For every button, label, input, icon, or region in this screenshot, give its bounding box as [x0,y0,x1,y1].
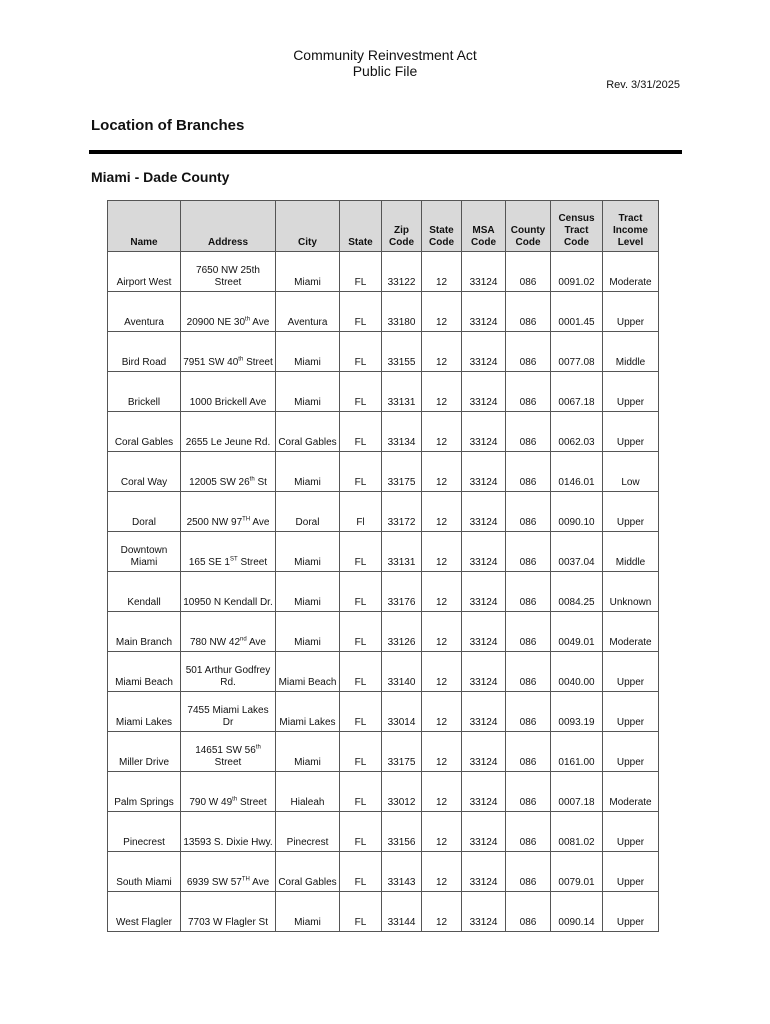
zip-code-cell: 33144 [382,892,422,932]
address-cell [181,292,276,332]
ordinal-suffix: TH [241,876,250,883]
address-text: 2500 NW 97 [186,517,243,528]
branch-name-cell: Miller Drive [108,732,181,772]
column-header: Tract Income Level [603,201,659,252]
city-cell: Miami [276,252,340,292]
zip-code-cell: 33143 [382,852,422,892]
state-code-cell: 12 [422,532,462,572]
table-header-row [108,201,659,252]
ordinal-suffix: th [238,356,244,363]
city-cell: Miami Lakes [276,692,340,732]
city-cell: Miami [276,372,340,412]
state-code-cell: 12 [422,572,462,612]
msa-code-cell: 33124 [462,652,506,692]
branch-name-cell: Palm Springs [108,772,181,812]
income-level-cell: Moderate [603,612,659,652]
title-line-2: Public File [352,63,418,79]
zip-code-cell: 33140 [382,652,422,692]
county-code-cell: 086 [506,652,551,692]
income-level-cell: Upper [603,692,659,732]
zip-code-cell: 33134 [382,412,422,452]
branch-name-cell: Coral Gables [108,412,181,452]
column-header: Zip Code [382,201,422,252]
census-tract-cell: 0091.02 [551,252,603,292]
census-tract-cell: 0079.01 [551,852,603,892]
zip-code-cell: 33131 [382,372,422,412]
zip-code-cell: 33122 [382,252,422,292]
address-cell: 13593 S. Dixie Hwy. [181,812,276,852]
income-level-cell: Moderate [603,772,659,812]
state-code-cell: 12 [422,892,462,932]
census-tract-cell: 0040.00 [551,652,603,692]
state-code-cell: 12 [422,692,462,732]
income-level-cell: Upper [603,732,659,772]
address-text: Street [243,357,273,368]
address-cell [181,332,276,372]
county-code-cell: 086 [506,852,551,892]
county-code-cell: 086 [506,812,551,852]
address-cell: 501 Arthur Godfrey Rd. [181,652,276,692]
state-code-cell: 12 [422,732,462,772]
census-tract-cell: 0049.01 [551,612,603,652]
address-text: 780 NW 42 [190,637,241,648]
ordinal-suffix: th [232,796,238,803]
address-cell [181,612,276,652]
county-code-cell: 086 [506,772,551,812]
zip-code-cell: 33155 [382,332,422,372]
msa-code-cell: 33124 [462,332,506,372]
income-level-cell: Moderate [603,252,659,292]
state-cell: FL [340,292,382,332]
branch-name-cell: Aventura [108,292,181,332]
city-cell: Miami [276,532,340,572]
city-cell: Miami [276,452,340,492]
state-cell: Fl [340,492,382,532]
income-level-cell: Upper [603,652,659,692]
state-code-cell: 12 [422,452,462,492]
census-tract-cell: 0161.00 [551,732,603,772]
address-text: 165 SE 1 [188,557,230,568]
state-code-cell: 12 [422,372,462,412]
table-row [108,692,659,732]
city-cell: Miami [276,332,340,372]
ordinal-suffix: nd [240,636,247,643]
address-text: Street [237,797,267,808]
city-cell: Aventura [276,292,340,332]
address-text: Street [214,757,242,768]
state-cell: FL [340,652,382,692]
msa-code-cell: 33124 [462,852,506,892]
address-cell [181,492,276,532]
msa-code-cell: 33124 [462,772,506,812]
city-cell: Coral Gables [276,412,340,452]
revision-date: Rev. 3/31/2025 [606,79,680,91]
state-cell: FL [340,412,382,452]
address-cell: 7650 NW 25th Street [181,252,276,292]
income-level-cell: Upper [603,852,659,892]
state-code-cell: 12 [422,252,462,292]
state-code-cell: 12 [422,492,462,532]
msa-code-cell: 33124 [462,892,506,932]
address-text: 12005 SW 26 [189,477,250,488]
branch-name-cell: Doral [108,492,181,532]
msa-code-cell: 33124 [462,692,506,732]
city-cell: Miami [276,732,340,772]
zip-code-cell: 33014 [382,692,422,732]
state-code-cell: 12 [422,332,462,372]
state-code-cell: 12 [422,292,462,332]
address-cell [181,732,276,772]
state-code-cell: 12 [422,852,462,892]
state-cell: FL [340,612,382,652]
branch-name-cell: Airport West [108,252,181,292]
address-text: St [254,477,267,488]
address-cell [181,772,276,812]
income-level-cell: Upper [603,412,659,452]
table-row [108,652,659,692]
msa-code-cell: 33124 [462,372,506,412]
msa-code-cell: 33124 [462,412,506,452]
address-cell [181,452,276,492]
zip-code-cell: 33172 [382,492,422,532]
address-text: Ave [249,877,270,888]
state-cell: FL [340,532,382,572]
city-cell: Miami [276,572,340,612]
table-row [108,612,659,652]
state-code-cell: 12 [422,652,462,692]
census-tract-cell: 0093.19 [551,692,603,732]
state-code-cell: 12 [422,772,462,812]
column-header: State Code [422,201,462,252]
zip-code-cell: 33156 [382,812,422,852]
msa-code-cell: 33124 [462,452,506,492]
state-cell: FL [340,772,382,812]
state-cell: FL [340,732,382,772]
table-row [108,412,659,452]
address-text: 14651 SW 56 [195,745,256,756]
income-level-cell: Unknown [603,572,659,612]
address-text: 6939 SW 57 [186,877,242,888]
column-header: City [276,201,340,252]
address-cell: 2655 Le Jeune Rd. [181,412,276,452]
county-code-cell: 086 [506,732,551,772]
census-tract-cell: 0090.10 [551,492,603,532]
branch-name-cell: Kendall [108,572,181,612]
income-level-cell: Middle [603,332,659,372]
ordinal-suffix: th [249,476,255,483]
column-header: Census Tract Code [551,201,603,252]
address-cell: 7703 W Flagler St [181,892,276,932]
address-text: Street [237,557,268,568]
state-cell: FL [340,332,382,372]
branch-table [107,200,659,932]
column-header: MSA Code [462,201,506,252]
city-cell: Miami [276,612,340,652]
msa-code-cell: 33124 [462,732,506,772]
address-cell: 10950 N Kendall Dr. [181,572,276,612]
address-cell [181,532,276,572]
census-tract-cell: 0062.03 [551,412,603,452]
branch-name-cell: Main Branch [108,612,181,652]
city-cell: Miami [276,892,340,932]
state-code-cell: 12 [422,412,462,452]
county-title: Miami - Dade County [91,169,230,185]
census-tract-cell: 0090.14 [551,892,603,932]
branch-name-cell: Miami Beach [108,652,181,692]
address-text: 7951 SW 40 [183,357,239,368]
section-title: Location of Branches [91,117,245,134]
state-cell: FL [340,452,382,492]
table-row [108,572,659,612]
state-cell: FL [340,812,382,852]
zip-code-cell: 33176 [382,572,422,612]
branch-name-cell: South Miami [108,852,181,892]
income-level-cell: Upper [603,292,659,332]
income-level-cell: Upper [603,492,659,532]
county-code-cell: 086 [506,572,551,612]
branch-name-cell: Brickell [108,372,181,412]
address-text: Ave [250,317,270,328]
msa-code-cell: 33124 [462,492,506,532]
msa-code-cell: 33124 [462,292,506,332]
county-code-cell: 086 [506,412,551,452]
msa-code-cell: 33124 [462,532,506,572]
column-header: Name [108,201,181,252]
county-code-cell: 086 [506,492,551,532]
county-code-cell: 086 [506,532,551,572]
county-code-cell: 086 [506,252,551,292]
msa-code-cell: 33124 [462,252,506,292]
address-text: 790 W 49 [189,797,233,808]
document-title [0,47,770,79]
state-code-cell: 12 [422,612,462,652]
table-row [108,332,659,372]
branch-name-cell: Downtown Miami [108,532,181,572]
zip-code-cell: 33131 [382,532,422,572]
city-cell: Pinecrest [276,812,340,852]
branch-name-cell: Bird Road [108,332,181,372]
table-row [108,492,659,532]
address-cell [181,852,276,892]
income-level-cell: Middle [603,532,659,572]
census-tract-cell: 0037.04 [551,532,603,572]
state-cell: FL [340,852,382,892]
income-level-cell: Upper [603,812,659,852]
state-cell: FL [340,372,382,412]
ordinal-suffix: th [255,744,261,751]
branch-name-cell: Miami Lakes [108,692,181,732]
address-text: 20900 NE 30 [186,317,246,328]
table-row [108,852,659,892]
zip-code-cell: 33180 [382,292,422,332]
table-row [108,732,659,772]
census-tract-cell: 0007.18 [551,772,603,812]
ordinal-suffix: ST [230,556,238,563]
zip-code-cell: 33012 [382,772,422,812]
census-tract-cell: 0146.01 [551,452,603,492]
address-cell: 1000 Brickell Ave [181,372,276,412]
income-level-cell: Upper [603,372,659,412]
county-code-cell: 086 [506,332,551,372]
table-row [108,532,659,572]
state-code-cell: 12 [422,812,462,852]
title-line-1: Community Reinvestment Act [293,47,477,63]
zip-code-cell: 33175 [382,732,422,772]
income-level-cell: Upper [603,892,659,932]
table-row [108,452,659,492]
city-cell: Miami Beach [276,652,340,692]
county-code-cell: 086 [506,892,551,932]
census-tract-cell: 0001.45 [551,292,603,332]
address-text: Ave [246,637,266,648]
state-cell: FL [340,892,382,932]
city-cell: Coral Gables [276,852,340,892]
address-cell: 7455 Miami Lakes Dr [181,692,276,732]
branch-name-cell: Coral Way [108,452,181,492]
ordinal-suffix: th [245,316,251,323]
branch-name-cell: West Flagler [108,892,181,932]
county-code-cell: 086 [506,292,551,332]
table-row [108,812,659,852]
income-level-cell: Low [603,452,659,492]
table-row [108,892,659,932]
census-tract-cell: 0067.18 [551,372,603,412]
column-header: Address [181,201,276,252]
census-tract-cell: 0077.08 [551,332,603,372]
column-header: County Code [506,201,551,252]
county-code-cell: 086 [506,612,551,652]
branch-name-cell: Pinecrest [108,812,181,852]
census-tract-cell: 0084.25 [551,572,603,612]
zip-code-cell: 33175 [382,452,422,492]
table-row [108,292,659,332]
section-divider [89,150,682,154]
city-cell: Doral [276,492,340,532]
table-row [108,772,659,812]
zip-code-cell: 33126 [382,612,422,652]
msa-code-cell: 33124 [462,572,506,612]
msa-code-cell: 33124 [462,812,506,852]
city-cell: Hialeah [276,772,340,812]
state-cell: FL [340,572,382,612]
census-tract-cell: 0081.02 [551,812,603,852]
state-cell: FL [340,252,382,292]
county-code-cell: 086 [506,372,551,412]
table-row [108,372,659,412]
table-row [108,252,659,292]
ordinal-suffix: TH [242,516,251,523]
county-code-cell: 086 [506,452,551,492]
address-text: Ave [250,517,270,528]
county-code-cell: 086 [506,692,551,732]
msa-code-cell: 33124 [462,612,506,652]
state-cell: FL [340,692,382,732]
column-header: State [340,201,382,252]
